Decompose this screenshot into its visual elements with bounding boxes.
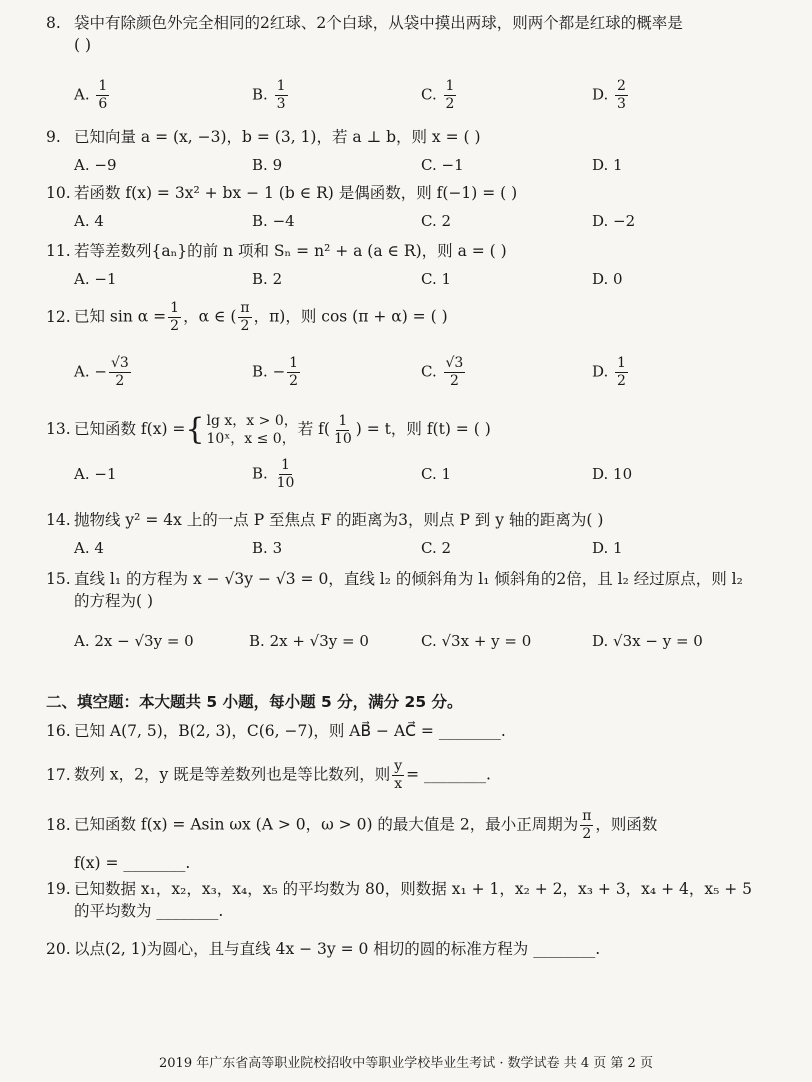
question-number: 18. <box>46 815 71 834</box>
brace: { <box>185 412 205 447</box>
option-b: B. −4 <box>252 212 295 230</box>
fraction: $\frac{\pi}{2}$ <box>582 808 592 842</box>
question-stem: 若函数 f(x) = 3x² + bx − 1 (b ∈ R) 是偶函数，则 f(−1) = ( ) <box>74 184 518 202</box>
option-d: D. 1 <box>592 156 623 174</box>
option-c: C. 1 <box>421 270 452 288</box>
question-stem: 已知向量 a = (x, −3)，b = (3, 1)，若 a ⊥ b，则 x = ( ) <box>74 128 481 146</box>
fraction: $\frac{1}{2}$ <box>170 300 180 334</box>
question-stem: 抛物线 y² = 4x 上的一点 P 至焦点 F 的距离为3，则点 P 到 y 轴的距离为( ) <box>74 511 604 529</box>
option-c: C. −1 <box>421 156 464 174</box>
option-c: C. $\frac{1}{2}$ <box>421 78 455 112</box>
option-a: A. − $\frac{√3}{2}$ <box>74 355 129 389</box>
option-b: B. 2 <box>252 270 283 288</box>
question-15 <box>46 568 781 612</box>
question-19 <box>46 878 781 922</box>
question-number: 20. <box>46 940 71 958</box>
option-a: A. 2x − √3y = 0 <box>74 632 194 650</box>
question-11 <box>46 240 781 262</box>
option-c: C. 2 <box>421 212 452 230</box>
fraction: $\frac{y}{x}$ <box>394 758 403 792</box>
question-stem: 若等差数列{aₙ}的前 n 项和 Sₙ = n² + a (a ∈ R)，则 a = ( ) <box>74 242 507 260</box>
question-stem-continuation: 的平均数为 ________. <box>74 902 224 920</box>
question-10 <box>46 182 781 204</box>
option-d: D. 10 <box>592 465 633 483</box>
option-d: D. −2 <box>592 212 636 230</box>
option-b: B. 9 <box>252 156 283 174</box>
option-d: D. $\frac{1}{2}$ <box>592 355 626 389</box>
option-b: B. $\frac{1}{3}$ <box>252 78 286 112</box>
fraction: $\frac{\pi}{2}$ <box>240 300 250 334</box>
question-stem-continuation: 的方程为( ) <box>74 592 154 610</box>
option-d: D. 1 <box>592 539 623 557</box>
question-number: 8. <box>46 14 61 32</box>
question-number: 9. <box>46 128 61 146</box>
question-13: 13. 已知函数 f(x) ={ lg x，x > 0， 10ˣ，x ≤ 0， 若 f( $\frac{1}{10}$ ) = t，则 f(t) = ( ) <box>46 412 491 447</box>
option-a: A. 4 <box>74 212 104 230</box>
option-b: B. $\frac{1}{10}$ <box>252 457 295 491</box>
question-16 <box>46 720 781 742</box>
option-c: C. 2 <box>421 539 452 557</box>
question-17: 17. 数列 x，2，y 既是等差数列也是等比数列，则 $\frac{y}{x}$ = ________. <box>46 758 491 792</box>
option-a: A. 4 <box>74 539 104 557</box>
question-stem: 袋中有除颜色外完全相同的2红球、2个白球，从袋中摸出两球，则两个都是红球的概率是 <box>74 14 683 32</box>
question-number: 16. <box>46 722 71 740</box>
option-b: B. 3 <box>252 539 283 557</box>
option-c: C. $\frac{√3}{2}$ <box>421 355 464 389</box>
option-b: B. − $\frac{1}{2}$ <box>252 355 299 389</box>
fraction: $\frac{1}{10}$ <box>333 412 352 447</box>
question-number: 13. <box>46 420 71 438</box>
option-d: D. $\frac{2}{3}$ <box>592 78 626 112</box>
question-stem: 以点(2, 1)为圆心，且与直线 4x − 3y = 0 相切的圆的标准方程为 ________. <box>74 940 601 958</box>
page-footer: 2019 年广东省高等职业院校招收中等职业学校毕业生考试 · 数学试卷 共 4 页 第 2 页 <box>159 1056 653 1071</box>
question-12: 12. 已知 sin α = $\frac{1}{2}$ ，α ∈ ( $\frac{\pi}{2}$ ，π)，则 cos (π + α) = ( ) <box>46 300 448 334</box>
question-18-continuation: f(x) = ________. <box>74 854 191 872</box>
option-d: D. 0 <box>592 270 623 288</box>
question-number: 12. <box>46 307 71 326</box>
question-number: 17. <box>46 765 71 784</box>
question-number: 19. <box>46 880 71 898</box>
question-number: 10. <box>46 184 71 202</box>
option-d: D. √3x − y = 0 <box>592 632 703 650</box>
option-a: A. $\frac{1}{6}$ <box>74 78 108 112</box>
question-number: 11. <box>46 242 71 260</box>
piecewise-cases: lg x，x > 0， 10ˣ，x ≤ 0， <box>206 413 298 447</box>
question-14 <box>46 509 781 531</box>
option-c: C. 1 <box>421 465 452 483</box>
option-a: A. −9 <box>74 156 117 174</box>
question-8 <box>46 12 781 56</box>
question-stem: 已知数据 x₁，x₂，x₃，x₄，x₅ 的平均数为 80，则数据 x₁ + 1，x₂ + 2，x₃ + 3，x₄ + 4，x₅ + 5 <box>74 880 752 898</box>
question-stem: 已知 A(7, 5)，B(2, 3)，C(6, −7)，则 AB⃗ − AC⃗ = ________. <box>74 722 506 740</box>
question-9 <box>46 126 781 148</box>
question-18: 18. 已知函数 f(x) = Asin ωx (A > 0，ω > 0) 的最大值是 2，最小正周期为 $\frac{\pi}{2}$ ，则函数 <box>46 808 658 842</box>
question-number: 15. <box>46 570 71 588</box>
option-b: B. 2x + √3y = 0 <box>249 632 369 650</box>
question-number: 14. <box>46 511 71 529</box>
option-a: A. −1 <box>74 465 117 483</box>
question-20 <box>46 938 781 960</box>
section-heading: 二、填空题：本大题共 5 小题，每小题 5 分，满分 25 分。 <box>46 693 463 711</box>
question-stem-continuation: ( ) <box>74 36 92 54</box>
option-a: A. −1 <box>74 270 117 288</box>
option-c: C. √3x + y = 0 <box>421 632 532 650</box>
question-stem: 直线 l₁ 的方程为 x − √3y − √3 = 0，直线 l₂ 的倾斜角为 l₁ 倾斜角的2倍，且 l₂ 经过原点，则 l₂ <box>74 570 743 588</box>
